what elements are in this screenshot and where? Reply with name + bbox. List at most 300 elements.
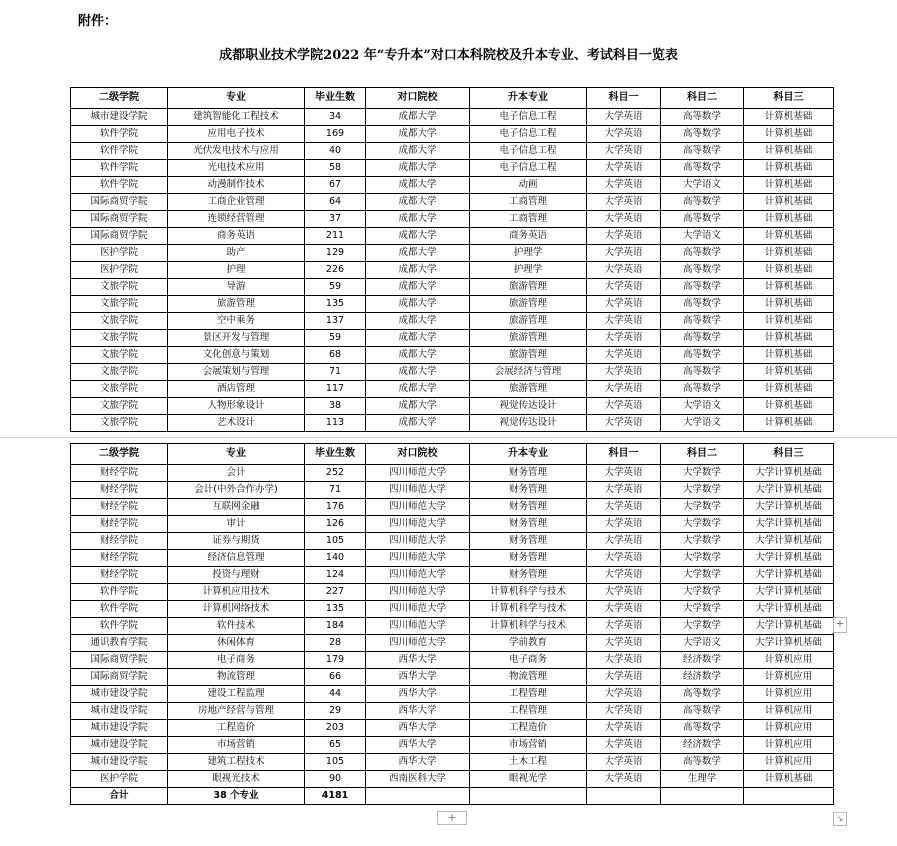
- cell-major[interactable]: 工商企业管理: [168, 194, 305, 211]
- cell-college[interactable]: 国际商贸学院: [71, 669, 168, 686]
- cell-subject-3[interactable]: 计算机基础: [744, 347, 834, 364]
- cell-target-university[interactable]: 成都大学: [366, 126, 470, 143]
- cell-subject-1[interactable]: 大学英语: [587, 601, 661, 618]
- cell-subject-3[interactable]: 计算机应用: [744, 720, 834, 737]
- cell-upgrade-major[interactable]: 财务管理: [470, 533, 587, 550]
- cell-subject-1[interactable]: 大学英语: [587, 516, 661, 533]
- cell-subject-1[interactable]: 大学英语: [587, 550, 661, 567]
- cell-subject-1[interactable]: 大学英语: [587, 533, 661, 550]
- cell-subject-3[interactable]: 大学计算机基础: [744, 499, 834, 516]
- cell-target-university[interactable]: 成都大学: [366, 296, 470, 313]
- cell-subject-2[interactable]: 大学语文: [661, 415, 744, 432]
- cell-subject-2[interactable]: 高等数学: [661, 754, 744, 771]
- cell-subject-3[interactable]: 计算机基础: [744, 194, 834, 211]
- cell-subject-3[interactable]: 计算机基础: [744, 245, 834, 262]
- cell-subject-2[interactable]: 大学语文: [661, 177, 744, 194]
- cell-subject-2[interactable]: 大学数学: [661, 499, 744, 516]
- cell-subject-1[interactable]: 大学英语: [587, 737, 661, 754]
- cell-subject-2[interactable]: 大学数学: [661, 465, 744, 482]
- cell-target-university[interactable]: 四川师范大学: [366, 567, 470, 584]
- cell-college[interactable]: 文旅学院: [71, 415, 168, 432]
- cell-major[interactable]: 文化创意与策划: [168, 347, 305, 364]
- cell-subject-3[interactable]: 计算机基础: [744, 330, 834, 347]
- cell-target-university[interactable]: 成都大学: [366, 109, 470, 126]
- cell-subject-2[interactable]: 高等数学: [661, 364, 744, 381]
- cell-college[interactable]: 文旅学院: [71, 398, 168, 415]
- cell-major[interactable]: 商务英语: [168, 228, 305, 245]
- cell-college[interactable]: 财经学院: [71, 550, 168, 567]
- cell-college[interactable]: 财经学院: [71, 499, 168, 516]
- cell-subject-3[interactable]: 计算机基础: [744, 381, 834, 398]
- cell-upgrade-major[interactable]: 眼视光学: [470, 771, 587, 788]
- cell-upgrade-major[interactable]: 电子信息工程: [470, 160, 587, 177]
- cell-subject-2[interactable]: 大学数学: [661, 601, 744, 618]
- cell-upgrade-major[interactable]: 财务管理: [470, 482, 587, 499]
- cell-upgrade-major[interactable]: 财务管理: [470, 499, 587, 516]
- cell-graduates[interactable]: 105: [305, 754, 366, 771]
- cell-major[interactable]: 计算机网络技术: [168, 601, 305, 618]
- cell-subject-2[interactable]: 高等数学: [661, 296, 744, 313]
- total-cell-college[interactable]: 合计: [71, 788, 168, 805]
- cell-graduates[interactable]: 169: [305, 126, 366, 143]
- cell-subject-2[interactable]: 高等数学: [661, 194, 744, 211]
- cell-target-university[interactable]: 成都大学: [366, 364, 470, 381]
- cell-subject-1[interactable]: 大学英语: [587, 584, 661, 601]
- cell-subject-2[interactable]: 高等数学: [661, 279, 744, 296]
- cell-subject-2[interactable]: 高等数学: [661, 313, 744, 330]
- cell-target-university[interactable]: 四川师范大学: [366, 584, 470, 601]
- cell-subject-2[interactable]: 大学数学: [661, 516, 744, 533]
- cell-target-university[interactable]: 西华大学: [366, 652, 470, 669]
- cell-subject-1[interactable]: 大学英语: [587, 381, 661, 398]
- cell-subject-3[interactable]: 计算机基础: [744, 296, 834, 313]
- cell-upgrade-major[interactable]: 工程管理: [470, 703, 587, 720]
- cell-graduates[interactable]: 58: [305, 160, 366, 177]
- cell-subject-3[interactable]: 计算机应用: [744, 652, 834, 669]
- cell-subject-2[interactable]: 高等数学: [661, 143, 744, 160]
- cell-major[interactable]: 物流管理: [168, 669, 305, 686]
- cell-subject-1[interactable]: 大学英语: [587, 245, 661, 262]
- cell-subject-2[interactable]: 高等数学: [661, 686, 744, 703]
- cell-graduates[interactable]: 203: [305, 720, 366, 737]
- cell-subject-2[interactable]: 生理学: [661, 771, 744, 788]
- cell-target-university[interactable]: 四川师范大学: [366, 482, 470, 499]
- cell-subject-2[interactable]: 大学语文: [661, 228, 744, 245]
- cell-subject-2[interactable]: 高等数学: [661, 381, 744, 398]
- cell-major[interactable]: 工程造价: [168, 720, 305, 737]
- cell-major[interactable]: 人物形象设计: [168, 398, 305, 415]
- cell-subject-3[interactable]: 计算机应用: [744, 754, 834, 771]
- cell-major[interactable]: 会计: [168, 465, 305, 482]
- cell-subject-1[interactable]: 大学英语: [587, 211, 661, 228]
- cell-college[interactable]: 国际商贸学院: [71, 652, 168, 669]
- cell-upgrade-major[interactable]: 商务英语: [470, 228, 587, 245]
- cell-target-university[interactable]: 西华大学: [366, 686, 470, 703]
- cell-subject-1[interactable]: 大学英语: [587, 703, 661, 720]
- cell-subject-2[interactable]: 经济数学: [661, 669, 744, 686]
- cell-upgrade-major[interactable]: 旅游管理: [470, 330, 587, 347]
- cell-subject-1[interactable]: 大学英语: [587, 347, 661, 364]
- cell-upgrade-major[interactable]: 计算机科学与技术: [470, 601, 587, 618]
- cell-subject-1[interactable]: 大学英语: [587, 754, 661, 771]
- cell-subject-2[interactable]: 经济数学: [661, 737, 744, 754]
- cell-target-university[interactable]: 四川师范大学: [366, 601, 470, 618]
- cell-subject-3[interactable]: 计算机基础: [744, 177, 834, 194]
- cell-subject-1[interactable]: 大学英语: [587, 635, 661, 652]
- cell-subject-3[interactable]: 大学计算机基础: [744, 601, 834, 618]
- cell-upgrade-major[interactable]: 工程管理: [470, 686, 587, 703]
- cell-college[interactable]: 城市建设学院: [71, 686, 168, 703]
- cell-major[interactable]: 导游: [168, 279, 305, 296]
- cell-subject-3[interactable]: 大学计算机基础: [744, 550, 834, 567]
- cell-upgrade-major[interactable]: 市场营销: [470, 737, 587, 754]
- cell-major[interactable]: 计算机应用技术: [168, 584, 305, 601]
- cell-subject-1[interactable]: 大学英语: [587, 398, 661, 415]
- cell-upgrade-major[interactable]: 土木工程: [470, 754, 587, 771]
- cell-college[interactable]: 城市建设学院: [71, 754, 168, 771]
- cell-upgrade-major[interactable]: 工商管理: [470, 211, 587, 228]
- cell-subject-3[interactable]: 计算机基础: [744, 126, 834, 143]
- cell-target-university[interactable]: 成都大学: [366, 313, 470, 330]
- cell-major[interactable]: 旅游管理: [168, 296, 305, 313]
- cell-upgrade-major[interactable]: 护理学: [470, 262, 587, 279]
- cell-major[interactable]: 建筑智能化工程技术: [168, 109, 305, 126]
- cell-target-university[interactable]: 成都大学: [366, 245, 470, 262]
- cell-upgrade-major[interactable]: 财务管理: [470, 550, 587, 567]
- cell-subject-2[interactable]: 经济数学: [661, 652, 744, 669]
- cell-subject-3[interactable]: 计算机基础: [744, 160, 834, 177]
- cell-subject-1[interactable]: 大学英语: [587, 296, 661, 313]
- cell-college[interactable]: 文旅学院: [71, 330, 168, 347]
- cell-major[interactable]: 建设工程监理: [168, 686, 305, 703]
- cell-major[interactable]: 审计: [168, 516, 305, 533]
- add-column-button[interactable]: +: [833, 617, 847, 633]
- cell-upgrade-major[interactable]: 电子信息工程: [470, 126, 587, 143]
- cell-target-university[interactable]: 四川师范大学: [366, 499, 470, 516]
- cell-graduates[interactable]: 124: [305, 567, 366, 584]
- cell-graduates[interactable]: 226: [305, 262, 366, 279]
- cell-subject-3[interactable]: 计算机基础: [744, 228, 834, 245]
- cell-subject-2[interactable]: 大学数学: [661, 482, 744, 499]
- cell-upgrade-major[interactable]: 工商管理: [470, 194, 587, 211]
- cell-graduates[interactable]: 135: [305, 601, 366, 618]
- cell-graduates[interactable]: 40: [305, 143, 366, 160]
- cell-graduates[interactable]: 184: [305, 618, 366, 635]
- total-cell-target-university[interactable]: [366, 788, 470, 805]
- cell-major[interactable]: 投资与理财: [168, 567, 305, 584]
- cell-subject-3[interactable]: 计算机应用: [744, 703, 834, 720]
- cell-subject-1[interactable]: 大学英语: [587, 567, 661, 584]
- cell-subject-1[interactable]: 大学英语: [587, 465, 661, 482]
- cell-college[interactable]: 城市建设学院: [71, 109, 168, 126]
- cell-major[interactable]: 艺术设计: [168, 415, 305, 432]
- cell-major[interactable]: 护理: [168, 262, 305, 279]
- cell-graduates[interactable]: 252: [305, 465, 366, 482]
- cell-subject-3[interactable]: 计算机基础: [744, 109, 834, 126]
- add-row-button[interactable]: +: [437, 811, 467, 825]
- cell-subject-2[interactable]: 大学数学: [661, 567, 744, 584]
- cell-college[interactable]: 国际商贸学院: [71, 211, 168, 228]
- cell-major[interactable]: 互联网金融: [168, 499, 305, 516]
- cell-graduates[interactable]: 29: [305, 703, 366, 720]
- cell-upgrade-major[interactable]: 会展经济与管理: [470, 364, 587, 381]
- cell-subject-1[interactable]: 大学英语: [587, 143, 661, 160]
- cell-college[interactable]: 软件学院: [71, 177, 168, 194]
- cell-upgrade-major[interactable]: 财务管理: [470, 516, 587, 533]
- cell-college[interactable]: 医护学院: [71, 262, 168, 279]
- cell-graduates[interactable]: 67: [305, 177, 366, 194]
- cell-upgrade-major[interactable]: 电子信息工程: [470, 109, 587, 126]
- cell-graduates[interactable]: 59: [305, 330, 366, 347]
- cell-target-university[interactable]: 成都大学: [366, 279, 470, 296]
- cell-subject-2[interactable]: 大学数学: [661, 584, 744, 601]
- cell-subject-1[interactable]: 大学英语: [587, 686, 661, 703]
- cell-target-university[interactable]: 西华大学: [366, 754, 470, 771]
- cell-subject-3[interactable]: 大学计算机基础: [744, 618, 834, 635]
- cell-college[interactable]: 财经学院: [71, 482, 168, 499]
- cell-subject-2[interactable]: 大学数学: [661, 550, 744, 567]
- cell-major[interactable]: 眼视光技术: [168, 771, 305, 788]
- cell-major[interactable]: 证券与期货: [168, 533, 305, 550]
- cell-target-university[interactable]: 四川师范大学: [366, 635, 470, 652]
- cell-subject-1[interactable]: 大学英语: [587, 109, 661, 126]
- cell-major[interactable]: 光电技术应用: [168, 160, 305, 177]
- cell-college[interactable]: 通识教育学院: [71, 635, 168, 652]
- cell-subject-3[interactable]: 计算机基础: [744, 279, 834, 296]
- cell-college[interactable]: 软件学院: [71, 160, 168, 177]
- cell-target-university[interactable]: 成都大学: [366, 398, 470, 415]
- cell-upgrade-major[interactable]: 计算机科学与技术: [470, 618, 587, 635]
- cell-subject-3[interactable]: 计算机基础: [744, 771, 834, 788]
- cell-graduates[interactable]: 105: [305, 533, 366, 550]
- cell-graduates[interactable]: 59: [305, 279, 366, 296]
- cell-college[interactable]: 财经学院: [71, 533, 168, 550]
- cell-major[interactable]: 应用电子技术: [168, 126, 305, 143]
- cell-subject-1[interactable]: 大学英语: [587, 771, 661, 788]
- cell-upgrade-major[interactable]: 旅游管理: [470, 313, 587, 330]
- cell-major[interactable]: 经济信息管理: [168, 550, 305, 567]
- cell-subject-3[interactable]: 大学计算机基础: [744, 584, 834, 601]
- cell-major[interactable]: 房地产经营与管理: [168, 703, 305, 720]
- cell-major[interactable]: 光伏发电技术与应用: [168, 143, 305, 160]
- cell-subject-1[interactable]: 大学英语: [587, 313, 661, 330]
- cell-target-university[interactable]: 成都大学: [366, 330, 470, 347]
- cell-major[interactable]: 连锁经营管理: [168, 211, 305, 228]
- cell-subject-1[interactable]: 大学英语: [587, 279, 661, 296]
- cell-subject-1[interactable]: 大学英语: [587, 160, 661, 177]
- cell-target-university[interactable]: 成都大学: [366, 347, 470, 364]
- cell-subject-3[interactable]: 计算机基础: [744, 211, 834, 228]
- cell-major[interactable]: 景区开发与管理: [168, 330, 305, 347]
- cell-graduates[interactable]: 140: [305, 550, 366, 567]
- cell-upgrade-major[interactable]: 财务管理: [470, 567, 587, 584]
- cell-subject-3[interactable]: 计算机基础: [744, 364, 834, 381]
- cell-college[interactable]: 软件学院: [71, 143, 168, 160]
- total-cell-upgrade-major[interactable]: [470, 788, 587, 805]
- cell-target-university[interactable]: 成都大学: [366, 262, 470, 279]
- cell-graduates[interactable]: 44: [305, 686, 366, 703]
- cell-target-university[interactable]: 西南医科大学: [366, 771, 470, 788]
- cell-major[interactable]: 休闲体育: [168, 635, 305, 652]
- cell-subject-2[interactable]: 高等数学: [661, 720, 744, 737]
- cell-graduates[interactable]: 38: [305, 398, 366, 415]
- cell-graduates[interactable]: 65: [305, 737, 366, 754]
- cell-college[interactable]: 国际商贸学院: [71, 228, 168, 245]
- cell-graduates[interactable]: 68: [305, 347, 366, 364]
- cell-subject-2[interactable]: 高等数学: [661, 160, 744, 177]
- cell-subject-1[interactable]: 大学英语: [587, 364, 661, 381]
- cell-graduates[interactable]: 129: [305, 245, 366, 262]
- cell-subject-1[interactable]: 大学英语: [587, 652, 661, 669]
- cell-graduates[interactable]: 28: [305, 635, 366, 652]
- cell-upgrade-major[interactable]: 视觉传达设计: [470, 398, 587, 415]
- cell-target-university[interactable]: 成都大学: [366, 211, 470, 228]
- cell-subject-3[interactable]: 计算机基础: [744, 415, 834, 432]
- cell-college[interactable]: 软件学院: [71, 126, 168, 143]
- cell-graduates[interactable]: 66: [305, 669, 366, 686]
- cell-target-university[interactable]: 成都大学: [366, 415, 470, 432]
- cell-subject-3[interactable]: 大学计算机基础: [744, 567, 834, 584]
- cell-subject-3[interactable]: 计算机基础: [744, 143, 834, 160]
- cell-subject-1[interactable]: 大学英语: [587, 618, 661, 635]
- cell-upgrade-major[interactable]: 财务管理: [470, 465, 587, 482]
- cell-college[interactable]: 医护学院: [71, 771, 168, 788]
- cell-college[interactable]: 财经学院: [71, 465, 168, 482]
- cell-subject-3[interactable]: 计算机应用: [744, 686, 834, 703]
- cell-graduates[interactable]: 227: [305, 584, 366, 601]
- cell-upgrade-major[interactable]: 旅游管理: [470, 347, 587, 364]
- cell-graduates[interactable]: 137: [305, 313, 366, 330]
- cell-subject-3[interactable]: 计算机应用: [744, 669, 834, 686]
- cell-subject-1[interactable]: 大学英语: [587, 482, 661, 499]
- cell-upgrade-major[interactable]: 电子商务: [470, 652, 587, 669]
- cell-target-university[interactable]: 西华大学: [366, 737, 470, 754]
- cell-graduates[interactable]: 71: [305, 364, 366, 381]
- cell-subject-2[interactable]: 高等数学: [661, 126, 744, 143]
- cell-upgrade-major[interactable]: 工程造价: [470, 720, 587, 737]
- cell-graduates[interactable]: 71: [305, 482, 366, 499]
- total-cell-subject-1[interactable]: [587, 788, 661, 805]
- cell-subject-3[interactable]: 计算机基础: [744, 262, 834, 279]
- cell-college[interactable]: 财经学院: [71, 567, 168, 584]
- cell-target-university[interactable]: 成都大学: [366, 177, 470, 194]
- cell-subject-2[interactable]: 高等数学: [661, 211, 744, 228]
- cell-subject-1[interactable]: 大学英语: [587, 720, 661, 737]
- cell-major[interactable]: 空中乘务: [168, 313, 305, 330]
- total-cell-subject-2[interactable]: [661, 788, 744, 805]
- cell-college[interactable]: 城市建设学院: [71, 703, 168, 720]
- cell-upgrade-major[interactable]: 旅游管理: [470, 296, 587, 313]
- cell-target-university[interactable]: 四川师范大学: [366, 550, 470, 567]
- cell-college[interactable]: 医护学院: [71, 245, 168, 262]
- cell-subject-3[interactable]: 计算机基础: [744, 398, 834, 415]
- cell-subject-3[interactable]: 大学计算机基础: [744, 482, 834, 499]
- total-cell-subject-3[interactable]: [744, 788, 834, 805]
- cell-upgrade-major[interactable]: 旅游管理: [470, 279, 587, 296]
- cell-major[interactable]: 酒店管理: [168, 381, 305, 398]
- cell-subject-1[interactable]: 大学英语: [587, 499, 661, 516]
- cell-upgrade-major[interactable]: 动画: [470, 177, 587, 194]
- total-cell-graduates[interactable]: 4181: [305, 788, 366, 805]
- cell-target-university[interactable]: 成都大学: [366, 160, 470, 177]
- cell-upgrade-major[interactable]: 学前教育: [470, 635, 587, 652]
- cell-subject-1[interactable]: 大学英语: [587, 669, 661, 686]
- cell-upgrade-major[interactable]: 护理学: [470, 245, 587, 262]
- cell-target-university[interactable]: 成都大学: [366, 228, 470, 245]
- table-resize-handle[interactable]: ↘: [833, 812, 847, 826]
- cell-major[interactable]: 电子商务: [168, 652, 305, 669]
- cell-college[interactable]: 文旅学院: [71, 313, 168, 330]
- cell-major[interactable]: 软件技术: [168, 618, 305, 635]
- cell-subject-1[interactable]: 大学英语: [587, 194, 661, 211]
- cell-subject-3[interactable]: 大学计算机基础: [744, 465, 834, 482]
- cell-subject-1[interactable]: 大学英语: [587, 330, 661, 347]
- cell-college[interactable]: 软件学院: [71, 601, 168, 618]
- cell-subject-3[interactable]: 计算机应用: [744, 737, 834, 754]
- cell-college[interactable]: 文旅学院: [71, 279, 168, 296]
- cell-target-university[interactable]: 西华大学: [366, 669, 470, 686]
- cell-college[interactable]: 文旅学院: [71, 381, 168, 398]
- cell-college[interactable]: 文旅学院: [71, 347, 168, 364]
- cell-upgrade-major[interactable]: 计算机科学与技术: [470, 584, 587, 601]
- cell-target-university[interactable]: 成都大学: [366, 381, 470, 398]
- cell-subject-2[interactable]: 大学语文: [661, 635, 744, 652]
- cell-college[interactable]: 软件学院: [71, 618, 168, 635]
- cell-college[interactable]: 城市建设学院: [71, 737, 168, 754]
- cell-target-university[interactable]: 成都大学: [366, 143, 470, 160]
- cell-upgrade-major[interactable]: 旅游管理: [470, 381, 587, 398]
- cell-major[interactable]: 助产: [168, 245, 305, 262]
- cell-college[interactable]: 软件学院: [71, 584, 168, 601]
- cell-target-university[interactable]: 四川师范大学: [366, 618, 470, 635]
- cell-major[interactable]: 动漫制作技术: [168, 177, 305, 194]
- cell-graduates[interactable]: 64: [305, 194, 366, 211]
- cell-college[interactable]: 财经学院: [71, 516, 168, 533]
- cell-graduates[interactable]: 117: [305, 381, 366, 398]
- cell-target-university[interactable]: 西华大学: [366, 720, 470, 737]
- cell-major[interactable]: 市场营销: [168, 737, 305, 754]
- cell-major[interactable]: 会展策划与管理: [168, 364, 305, 381]
- cell-subject-2[interactable]: 高等数学: [661, 109, 744, 126]
- cell-college[interactable]: 城市建设学院: [71, 720, 168, 737]
- cell-subject-1[interactable]: 大学英语: [587, 126, 661, 143]
- cell-subject-2[interactable]: 大学语文: [661, 398, 744, 415]
- cell-college[interactable]: 文旅学院: [71, 364, 168, 381]
- cell-target-university[interactable]: 西华大学: [366, 703, 470, 720]
- cell-graduates[interactable]: 113: [305, 415, 366, 432]
- cell-graduates[interactable]: 126: [305, 516, 366, 533]
- cell-subject-3[interactable]: 大学计算机基础: [744, 516, 834, 533]
- cell-graduates[interactable]: 211: [305, 228, 366, 245]
- cell-target-university[interactable]: 四川师范大学: [366, 516, 470, 533]
- cell-target-university[interactable]: 四川师范大学: [366, 465, 470, 482]
- cell-college[interactable]: 文旅学院: [71, 296, 168, 313]
- cell-subject-1[interactable]: 大学英语: [587, 228, 661, 245]
- cell-subject-1[interactable]: 大学英语: [587, 177, 661, 194]
- cell-subject-2[interactable]: 大学数学: [661, 618, 744, 635]
- cell-graduates[interactable]: 90: [305, 771, 366, 788]
- cell-subject-1[interactable]: 大学英语: [587, 262, 661, 279]
- total-cell-major[interactable]: 38 个专业: [168, 788, 305, 805]
- cell-subject-2[interactable]: 高等数学: [661, 703, 744, 720]
- cell-target-university[interactable]: 四川师范大学: [366, 533, 470, 550]
- cell-upgrade-major[interactable]: 视觉传达设计: [470, 415, 587, 432]
- cell-subject-2[interactable]: 高等数学: [661, 245, 744, 262]
- cell-subject-2[interactable]: 大学数学: [661, 533, 744, 550]
- cell-graduates[interactable]: 179: [305, 652, 366, 669]
- cell-subject-2[interactable]: 高等数学: [661, 262, 744, 279]
- cell-target-university[interactable]: 成都大学: [366, 194, 470, 211]
